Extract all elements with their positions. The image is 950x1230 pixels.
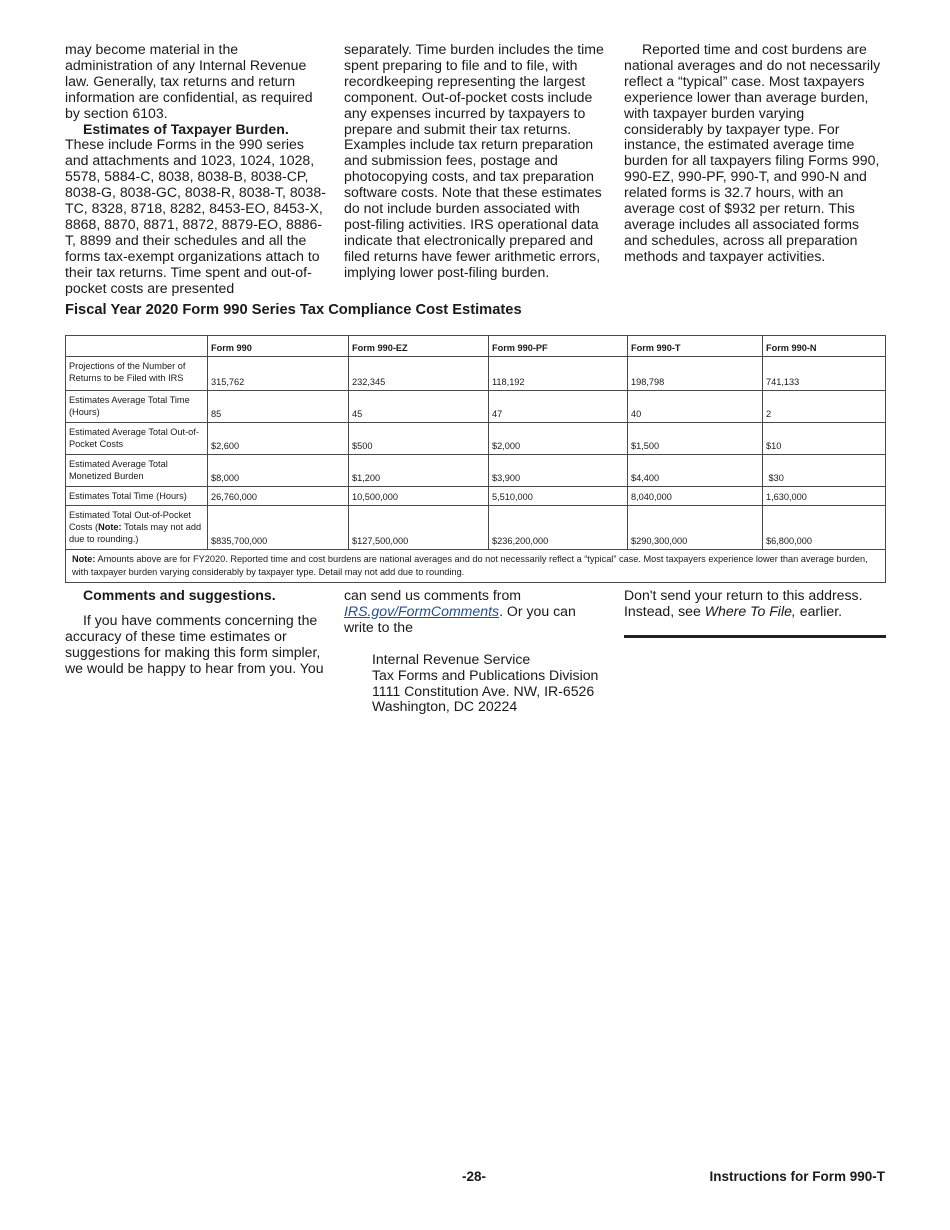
col1-paragraph-1: may become material in the administration of any Internal Revenue law. Generally, tax returns and return information are confidential, as required by section 6103. — [65, 41, 313, 121]
comments-column-2 — [344, 588, 608, 715]
column-1 — [65, 42, 327, 297]
table-cell: $4,400 — [628, 455, 763, 487]
table-cell: 26,760,000 — [208, 487, 349, 506]
table-cell: 1,630,000 — [763, 487, 886, 506]
column-3 — [624, 42, 886, 265]
table-cell: 85 — [208, 391, 349, 423]
table-note — [66, 550, 886, 583]
row-label: Projections of the Number of Returns to be Filed with IRS — [66, 357, 208, 391]
dont-send-paragraph — [624, 588, 886, 620]
header-cell: Form 990-N — [763, 336, 886, 357]
table-cell: $1,500 — [628, 423, 763, 455]
table-cell: $2,000 — [489, 423, 628, 455]
burden-heading: Estimates of Taxpayer Burden. — [83, 120, 289, 137]
header-cell: Form 990 — [208, 336, 349, 357]
table-row — [66, 455, 886, 487]
note-label: Note: — [72, 554, 96, 564]
table-cell: $10 — [763, 423, 886, 455]
table-cell: 5,510,000 — [489, 487, 628, 506]
table-cell: 315,762 — [208, 357, 349, 391]
table-cell: $127,500,000 — [349, 506, 489, 550]
comments-heading: Comments and suggestions. — [83, 587, 276, 603]
address-line: 1111 Constitution Ave. NW, IR-6526 — [372, 682, 595, 699]
table-cell: $1,200 — [349, 455, 489, 487]
table-header-row — [66, 336, 886, 357]
page-number: -28- — [462, 1169, 487, 1184]
dont-send-suffix: earlier. — [795, 602, 843, 619]
table-row — [66, 506, 886, 550]
row-label — [66, 506, 208, 550]
table-cell: $6,800,000 — [763, 506, 886, 550]
table-cell: 232,345 — [349, 357, 489, 391]
table-cell: $236,200,000 — [489, 506, 628, 550]
table-cell: $835,700,000 — [208, 506, 349, 550]
where-to-file-reference: Where To File, — [704, 602, 796, 619]
table-cell: 198,798 — [628, 357, 763, 391]
comments-column-3 — [624, 588, 886, 620]
table-cell: $2,600 — [208, 423, 349, 455]
cost-estimates-table — [65, 335, 886, 583]
header-cell — [66, 336, 208, 357]
table-cell: 118,192 — [489, 357, 628, 391]
row-label: Estimates Average Total Time (Hours) — [66, 391, 208, 423]
comments-column-1 — [65, 588, 327, 677]
table-cell: 2 — [763, 391, 886, 423]
column-2 — [344, 42, 608, 281]
header-cell: Form 990-EZ — [349, 336, 489, 357]
row-label: Estimates Total Time (Hours) — [66, 487, 208, 506]
row-label-text: Totals may not add due to rounding.) — [69, 522, 202, 544]
address-line: Tax Forms and Publications Division — [372, 666, 599, 683]
row-label: Estimated Average Total Out-of-Pocket Costs — [66, 423, 208, 455]
form-comments-link[interactable]: IRS.gov/FormComments — [344, 602, 500, 619]
table-row — [66, 487, 886, 506]
table-note-row — [66, 550, 886, 583]
header-cell: Form 990-PF — [489, 336, 628, 357]
note-text: Amounts above are for FY2020. Reported time and cost burdens are national averages and do not necessarily reflect a “typical” case. Most taxpayers experience lower than average burden, with taxpayer burden varying considerably by taxpayer type. Detail may not add due to rounding. — [72, 554, 868, 577]
row-label-text: Estimated Total Out-of-Pocket Costs ( — [69, 510, 191, 532]
col2-paragraph: separately. Time burden includes the time spent preparing to file and to file, with recordkeeping representing the largest component. Out-of-pocket costs include any expenses incurred by taxpayers to prepare and submit their tax returns. Examples include tax return preparation and submission fees, postage and photocopying costs, and tax preparation software costs. Note that these estimates do not include burden associated with post-filing activities. IRS operational data indicate that electronically prepared and filed returns have fewer arithmetic errors, implying lower post-filing burden. — [344, 41, 604, 280]
table-cell: $290,300,000 — [628, 506, 763, 550]
col3-paragraph: Reported time and cost burdens are national averages and do not necessarily reflect a “typical” case. Most taxpayers experience lower than average burden, with taxpayer burden varying considerably by taxpayer type. For instance, the estimated average time burden for all taxpayers filing Forms 990, 990-EZ, 990-PF, 990-T, and 990-N and related forms is 32.7 hours, with an average cost of $932 per return. This average includes all associated forms and schedules, across all preparation methods and taxpayer activities. — [624, 41, 881, 264]
comments-paragraph: If you have comments concerning the accuracy of these time estimates or suggestions for making this form simpler, we would be happy to hear from you. You — [65, 611, 324, 676]
table-cell: 8,040,000 — [628, 487, 763, 506]
table-row — [66, 357, 886, 391]
mailing-address — [344, 652, 608, 716]
link-suffix: . Or you can write to the — [344, 602, 576, 635]
row-label-note: Note: — [98, 522, 122, 532]
table-cell: $500 — [349, 423, 489, 455]
header-cell: Form 990-T — [628, 336, 763, 357]
table-cell: 40 — [628, 391, 763, 423]
comments-link-paragraph — [344, 588, 608, 636]
address-line: Internal Revenue Service — [372, 650, 531, 667]
table-cell: $3,900 — [489, 455, 628, 487]
row-label: Estimated Average Total Monetized Burden — [66, 455, 208, 487]
table-cell: 45 — [349, 391, 489, 423]
dont-send-text: Don't send your return to this address. Instead, see — [624, 587, 863, 619]
table-cell: $8,000 — [208, 455, 349, 487]
address-line: Washington, DC 20224 — [372, 698, 518, 715]
table-row — [66, 391, 886, 423]
table-row — [66, 423, 886, 455]
table-cell: $30 — [763, 455, 886, 487]
end-rule — [624, 635, 886, 638]
link-prefix: can send us comments from — [344, 587, 522, 603]
table-cell: 741,133 — [763, 357, 886, 391]
table-cell: 10,500,000 — [349, 487, 489, 506]
col1-paragraph-2: These include Forms in the 990 series and attachments and 1023, 1024, 1028, 5578, 5884-C, 8038, 8038-B, 8038-CP, 8038-G, 8038-GC, 8038-R, 8038-T, 8038-TC, 8328, 8718, 8282, 8453-EO, 8453-X, 8868, 8870, 8871, 8872, 8879-EO, 8886-T, 8899 and their schedules and all the forms tax-exempt organizations attach to their tax returns. Time spent and out-of-pocket costs are presented — [65, 136, 326, 296]
footer-title: Instructions for Form 990-T — [709, 1169, 885, 1184]
table-title: Fiscal Year 2020 Form 990 Series Tax Compliance Cost Estimates — [65, 302, 522, 318]
table-cell: 47 — [489, 391, 628, 423]
